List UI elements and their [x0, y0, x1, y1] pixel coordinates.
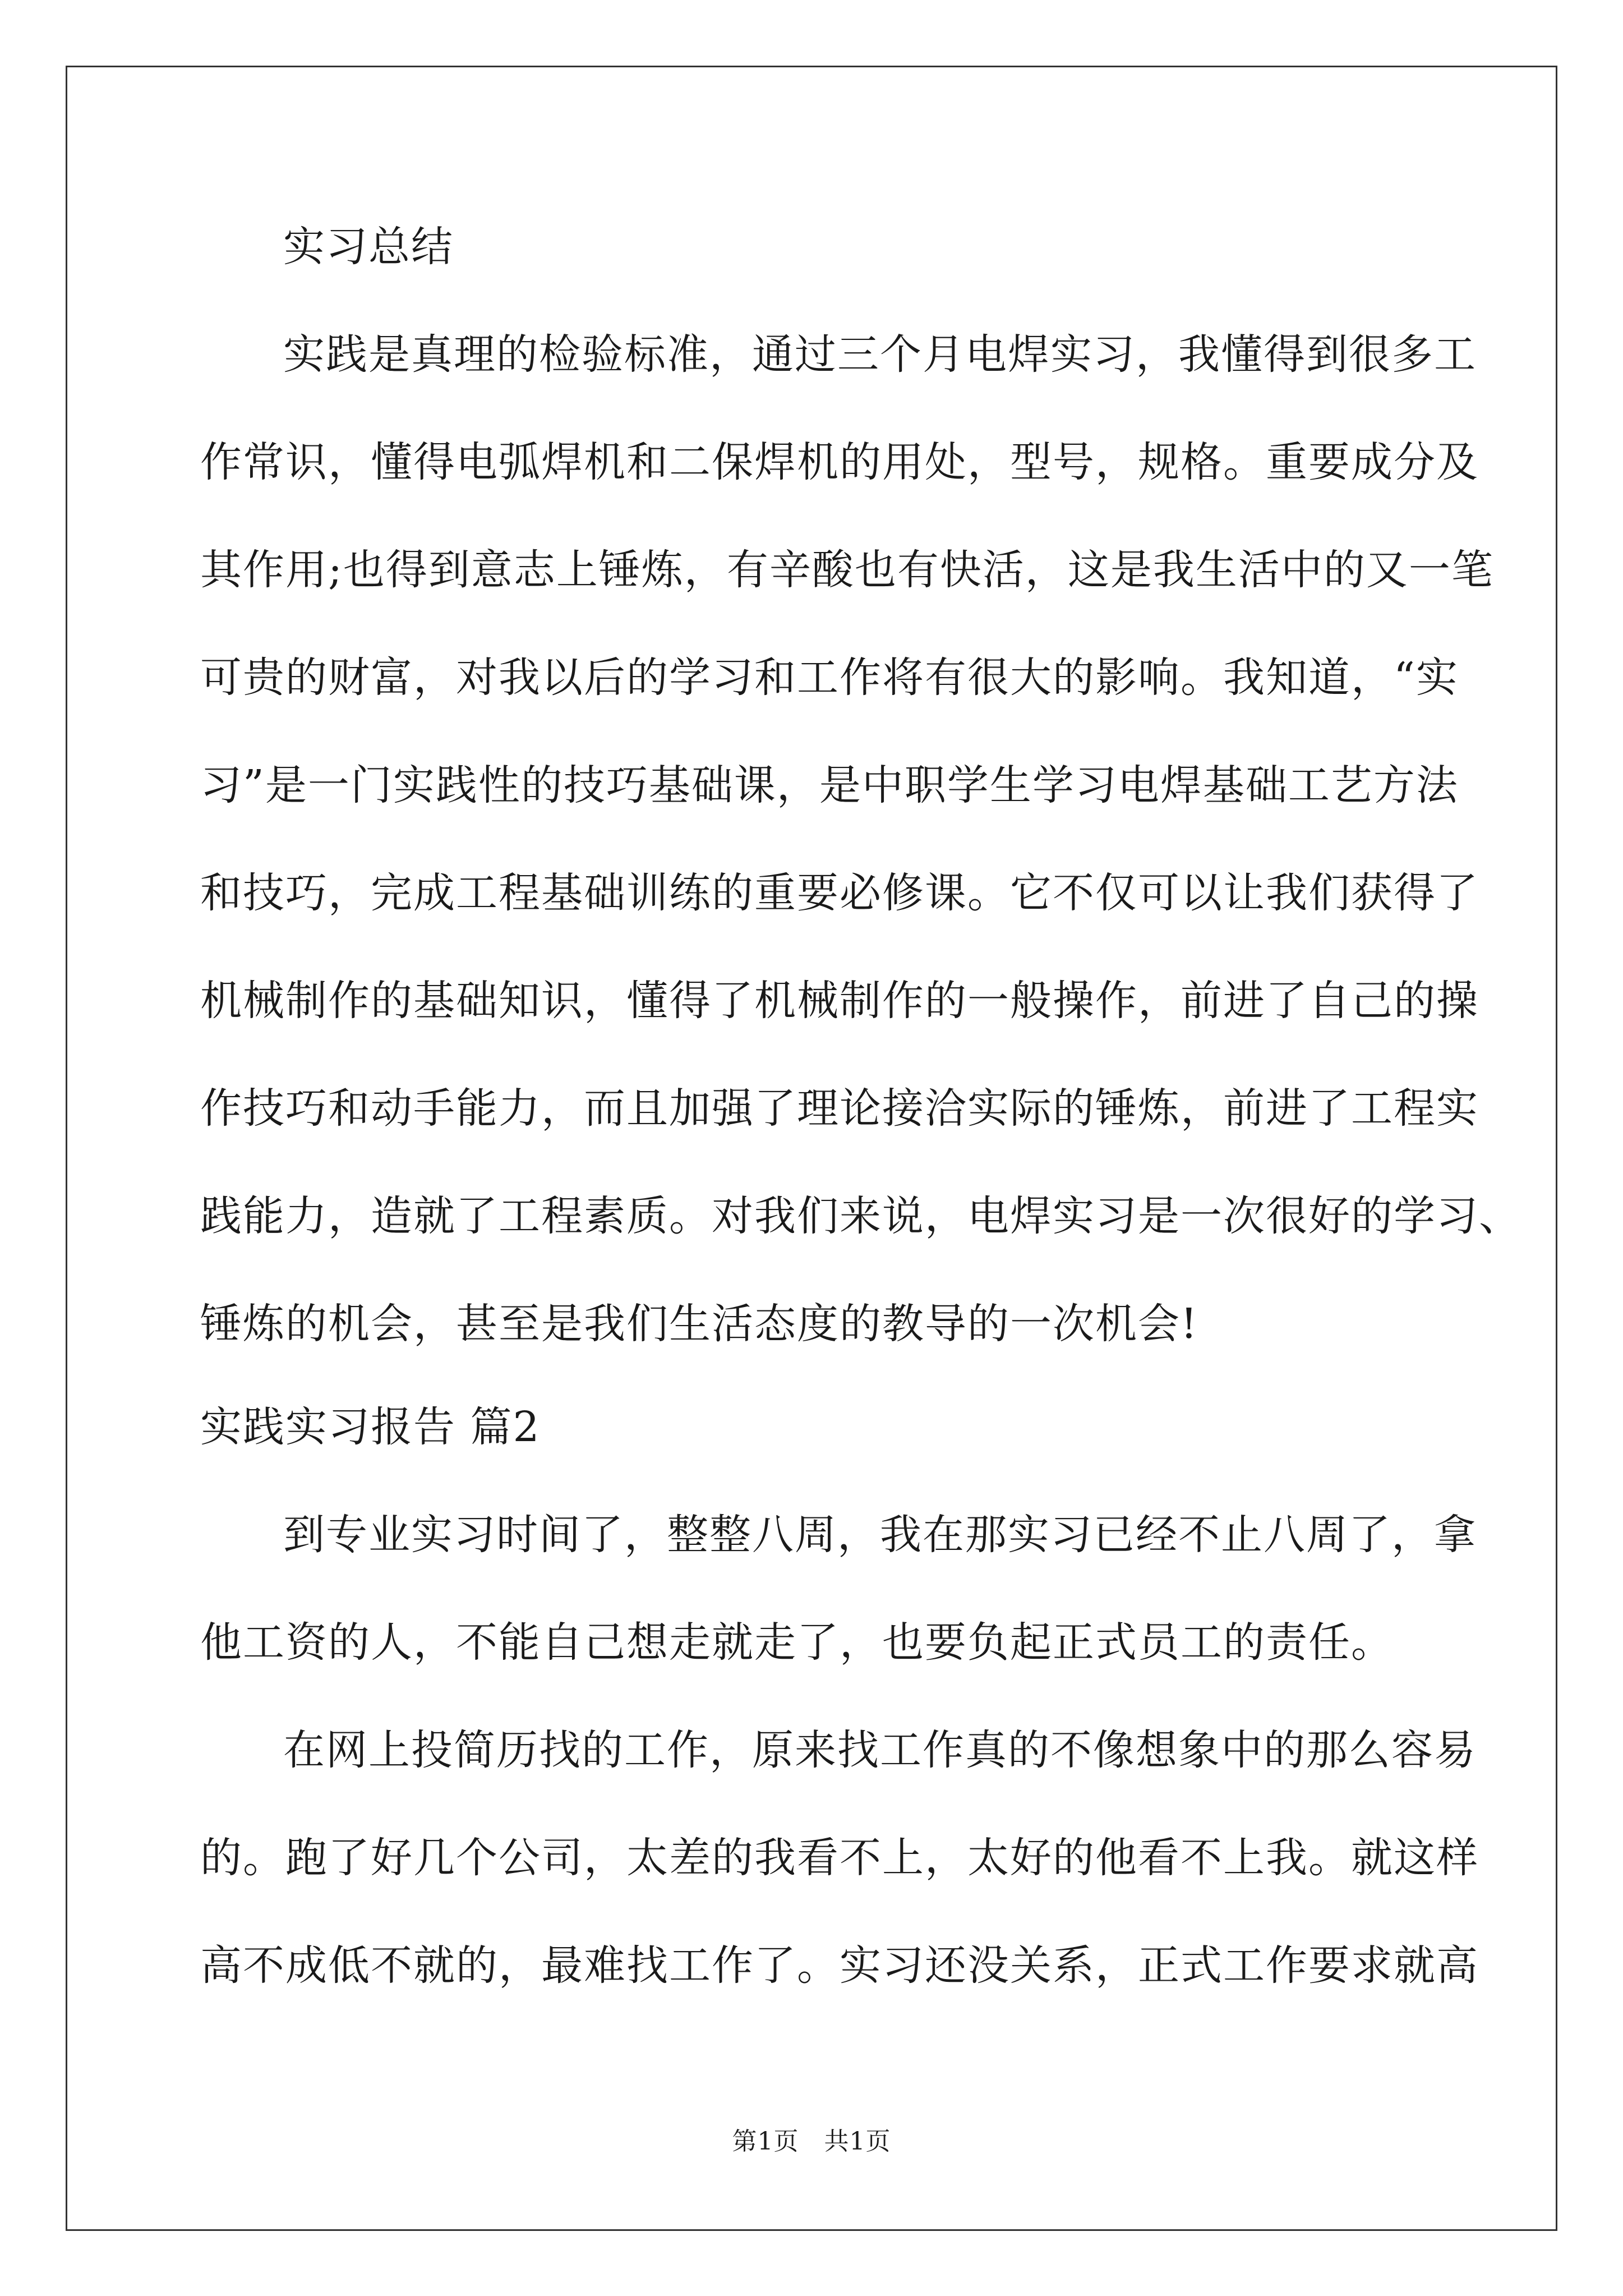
- paragraph-line: 作技巧和动手能力，而且加强了理论接洽实际的锤炼，前进了工程实: [200, 1084, 1479, 1133]
- paragraph-line: 作常识，懂得电弧焊机和二保焊机的用处，型号，规格。重要成分及: [200, 438, 1479, 486]
- paragraph-line: 可贵的财富，对我以后的学习和工作将有很大的影响。我知道，“实: [200, 654, 1459, 702]
- paragraph-line: 高不成低不就的，最难找工作了。实习还没关系，正式工作要求就高: [200, 1941, 1479, 1990]
- page-number-footer: 第1页 共1页: [732, 2127, 891, 2156]
- paragraph-line: 他工资的人，不能自己想走就走了，也要负起正式员工的责任。: [200, 1618, 1394, 1667]
- paragraph-line: 机械制作的基础知识，懂得了机械制作的一般操作，前进了自己的操: [200, 977, 1479, 1025]
- section-heading-report: 实践实习报告 篇2: [200, 1403, 541, 1451]
- paragraph-line: 到专业实习时间了，整整八周，我在那实习已经不止八周了，拿: [283, 1511, 1477, 1559]
- paragraph-line: 锤炼的机会，甚至是我们生活态度的教导的一次机会!: [200, 1300, 1198, 1348]
- paragraph-line: 践能力，造就了工程素质。对我们来说，电焊实习是一次很好的学习、: [200, 1192, 1521, 1240]
- paragraph-line: 在网上投简历找的工作，原来找工作真的不像想象中的那么容易: [283, 1726, 1477, 1774]
- paragraph-line: 的。跑了好几个公司，太差的我看不上，太好的他看不上我。就这样: [200, 1834, 1479, 1882]
- section-heading-summary: 实习总结: [283, 223, 454, 271]
- paragraph-line: 和技巧，完成工程基础训练的重要必修课。它不仅可以让我们获得了: [200, 869, 1479, 917]
- paragraph-line: 实践是真理的检验标准，通过三个月电焊实习，我懂得到很多工: [283, 330, 1477, 379]
- paragraph-line: 其作用;也得到意志上锤炼，有辛酸也有快活，这是我生活中的又一笔: [200, 546, 1494, 594]
- paragraph-line: 习”是一门实践性的技巧基础课，是中职学生学习电焊基础工艺方法: [200, 761, 1459, 809]
